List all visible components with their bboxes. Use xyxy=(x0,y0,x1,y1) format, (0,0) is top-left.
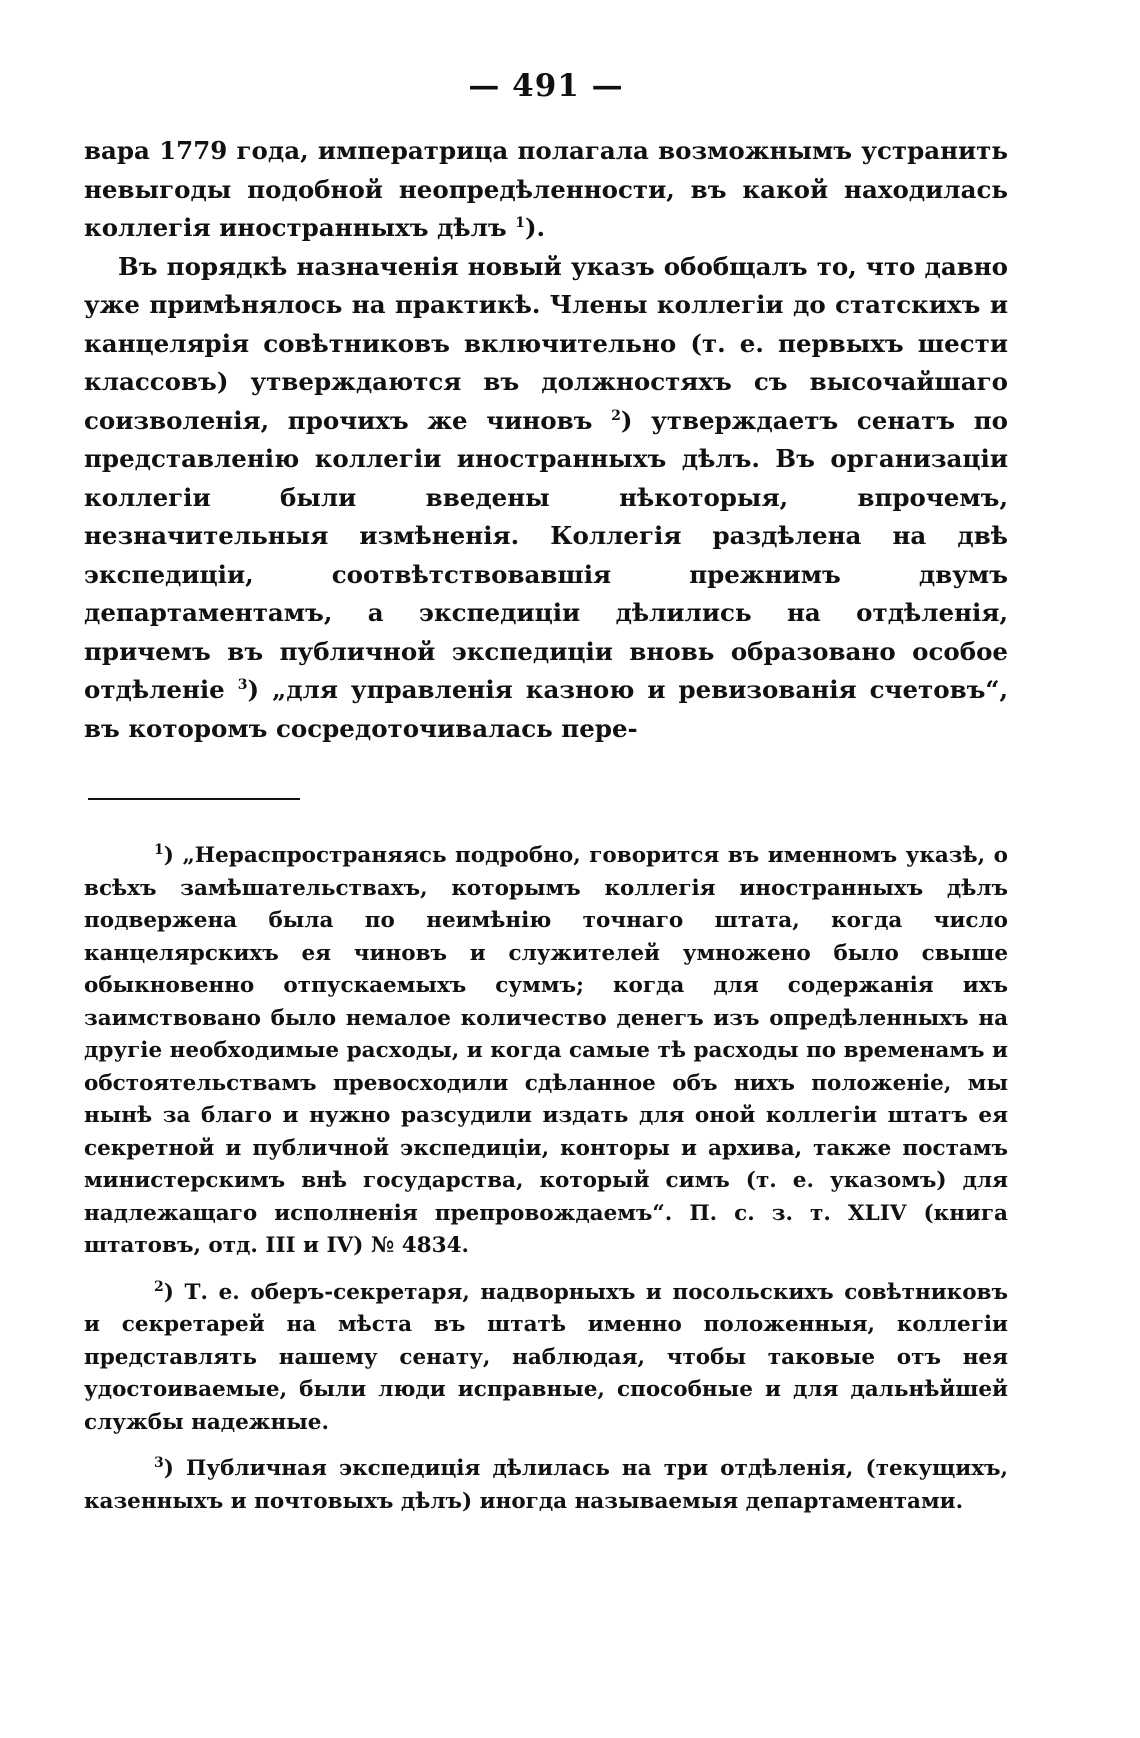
paragraph-1 xyxy=(84,132,1008,248)
paragraph-2-text-b: утверждаетъ сенатъ по представленію коллегіи иностранныхъ дѣлъ. Въ организаціи коллегіи были введены нѣкоторыя, впрочемъ, незначительныя измѣненія. Коллегія раздѣлена на двѣ экспедиціи, соотвѣтствовавшія прежнимъ двумъ департаментамъ, а экспедиціи дѣлились на отдѣленія, причемъ въ публичной экспедиціи вновь образовано особое отдѣленіе xyxy=(84,405,1009,704)
page-number: — 491 — xyxy=(468,68,624,104)
footnote-divider xyxy=(88,798,300,800)
footnote-2-text: ) Т. е. оберъ-секретаря, надворныхъ и посольскихъ совѣтниковъ и секретарей на мѣста въ штатѣ именно положенныя, коллегіи представлять нашему сенату, наблюдая, чтобы таковые отъ нея удостоиваемые, были люди исправные, способные и для дальнѣйшей службы надежные. xyxy=(84,1279,1008,1435)
footnote-2 xyxy=(84,1277,1008,1440)
footnote-ref-3[interactable]: 3 xyxy=(237,676,248,693)
footnote-3 xyxy=(84,1453,1008,1518)
footnote-1 xyxy=(84,840,1008,1263)
footnote-3-marker: 3 xyxy=(154,1454,164,1471)
footnote-ref-1[interactable]: 1 xyxy=(515,214,525,231)
paragraph-2: Въ порядкѣ назначенія новый указъ обобщалъ то, что давно уже примѣнялось на практикѣ. Члены коллегіи до статскихъ и канцелярія совѣтниковъ включительно (т. е. первыхъ шести классовъ) утверждаются въ должностяхъ съ высочайшаго соизволенія, прочихъ же чиновъ $^2$) утверждаетъ сенатъ по представленію коллегіи иностранныхъ дѣлъ. Въ организаціи коллегіи были введены нѣкоторыя, впрочемъ, незначительныя измѣненія. Коллегія раздѣлена на двѣ экспедиціи, соотвѣтствовавшія прежнимъ двумъ департаментамъ, а экспедиціи дѣлились на отдѣленія, причемъ въ публичной экспедиціи вновь образовано особое отдѣленіе $^3$) „для управленія казною и ревизованія счетовъ“, въ которомъ сосредоточивалась пере- xyxy=(84,251,1009,743)
paragraph-2-text-c: „для управленія казною и ревизованія счетовъ“, въ которомъ сосредоточивалась пере- xyxy=(84,675,1009,743)
book-page xyxy=(84,66,1008,1532)
footnote-1-text: ) „Нераспространяясь подробно, говорится въ именномъ указѣ, о всѣхъ замѣшательствахъ, которымъ коллегія иностранныхъ дѣлъ подвержена была по неимѣнію точнаго штата, когда число канцелярскихъ ея чиновъ и служителей умножено было свыше обыкновенно отпускаемыхъ суммъ; когда для содержанія ихъ заимствовано было немалое количество денегъ изъ опредѣленныхъ на другіе необходимые расходы, и когда самые тѣ расходы по временамъ и обстоятельствамъ превосходили сдѣланное объ нихъ положеніе, мы нынѣ за благо и нужно разсудили издать для оной коллегіи штатъ ея секретной и публичной экспедиціи, конторы и архива, также постамъ министерскимъ внѣ государства, который симъ (т. е. указомъ) для надлежащаго исполненія препровождаемъ“. П. с. з. т. XLIV (книга штатовъ, отд. III и IV) № 4834. xyxy=(84,843,1008,1258)
footnote-2-marker: 2 xyxy=(154,1278,164,1295)
footnotes xyxy=(84,840,1008,1518)
paragraph-1-text: вара 1779 года, императрица полагала возможнымъ устранить невыгоды подобной неопредѣленности, въ какой находилась коллегія иностранныхъ дѣлъ xyxy=(84,136,1008,242)
footnote-1-marker: 1 xyxy=(154,841,164,858)
paragraph-2-text-a: Въ порядкѣ назначенія новый указъ обобщалъ то, что давно уже примѣнялось на практикѣ. Члены коллегіи до статскихъ и канцелярія совѣтниковъ включительно (т. е. первыхъ шести классовъ) утверждаются въ должностяхъ съ высочайшаго соизволенія, прочихъ же чиновъ xyxy=(84,251,1008,435)
main-text xyxy=(84,132,1008,748)
paragraph-1-tail: ). xyxy=(524,213,546,242)
footnote-ref-2[interactable]: 2 xyxy=(611,407,621,424)
footnote-3-text: ) Публичная экспедиція дѣлилась на три отдѣленія, (текущихъ, казенныхъ и почтовыхъ дѣлъ) иногда называемыя департаментами. xyxy=(84,1456,1008,1514)
